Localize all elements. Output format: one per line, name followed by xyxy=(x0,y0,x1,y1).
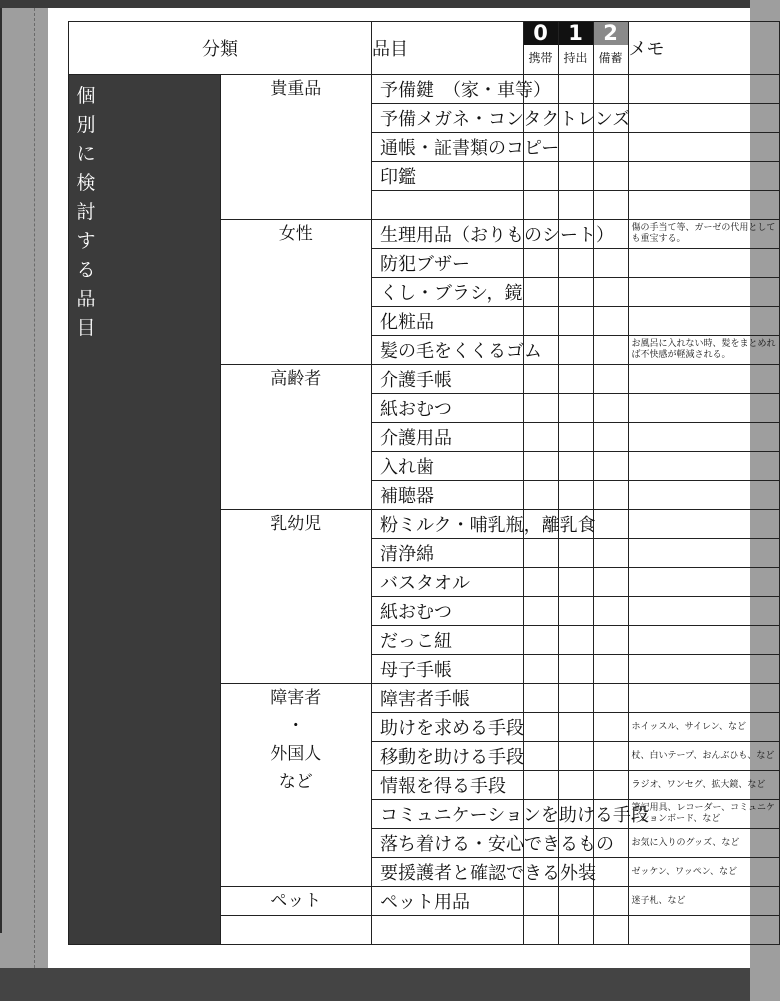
check-cell-1[interactable] xyxy=(558,423,593,452)
level-number: 0 xyxy=(523,21,559,45)
check-cell-2[interactable] xyxy=(593,365,628,394)
check-cell-0[interactable] xyxy=(523,365,558,394)
check-cell-1[interactable] xyxy=(558,249,593,278)
check-cell-1[interactable] xyxy=(558,365,593,394)
check-cell-0[interactable] xyxy=(523,684,558,713)
check-cell-2[interactable] xyxy=(593,887,628,916)
memo-cell xyxy=(628,133,780,162)
memo-cell: 杖、白いテープ、おんぶひも、など xyxy=(628,742,780,771)
item-name: ペット用品 xyxy=(372,887,524,916)
header-memo: メモ xyxy=(628,22,780,75)
check-cell-1[interactable] xyxy=(558,655,593,684)
vertical-char: 個 xyxy=(76,85,96,107)
memo-cell: ホイッスル、サイレン、など xyxy=(628,713,780,742)
check-cell-2[interactable] xyxy=(593,742,628,771)
memo-cell xyxy=(628,365,780,394)
item-name: 母子手帳 xyxy=(372,655,524,684)
category-line: など xyxy=(278,772,313,792)
header-level-2 xyxy=(593,22,628,75)
check-cell-2[interactable] xyxy=(593,626,628,655)
memo-cell xyxy=(628,104,780,133)
item-name: 助けを求める手段 xyxy=(372,713,524,742)
check-cell-1[interactable] xyxy=(558,481,593,510)
item-name: 補聴器 xyxy=(372,481,524,510)
check-cell-0[interactable] xyxy=(523,249,558,278)
table-row xyxy=(69,75,780,104)
checklist-table xyxy=(68,21,780,945)
memo-cell: お風呂に入れない時、髪をまとめれば不快感が軽減される。 xyxy=(628,336,780,365)
checklist-sheet xyxy=(48,8,776,968)
check-cell-1[interactable] xyxy=(558,133,593,162)
check-cell-0[interactable] xyxy=(523,568,558,597)
check-cell-1[interactable] xyxy=(558,336,593,365)
check-cell-2[interactable] xyxy=(593,133,628,162)
item-name: 介護手帳 xyxy=(372,365,524,394)
level-number: 2 xyxy=(593,21,629,45)
item-name: 粉ミルク・哺乳瓶，離乳食 xyxy=(372,510,524,539)
item-name: 紙おむつ xyxy=(372,597,524,626)
check-cell-1[interactable] xyxy=(558,916,593,945)
level-label: 持出 xyxy=(563,51,588,65)
header-item: 品目 xyxy=(372,22,524,75)
check-cell-2[interactable] xyxy=(593,307,628,336)
header-level-0 xyxy=(523,22,558,75)
check-cell-0[interactable] xyxy=(523,655,558,684)
memo-cell xyxy=(628,568,780,597)
memo-cell xyxy=(628,510,780,539)
memo-cell xyxy=(628,655,780,684)
check-cell-2[interactable] xyxy=(593,510,628,539)
item-name: 印鑑 xyxy=(372,162,524,191)
check-cell-2[interactable] xyxy=(593,162,628,191)
check-cell-0[interactable] xyxy=(523,742,558,771)
check-cell-0[interactable] xyxy=(523,423,558,452)
memo-cell xyxy=(628,191,780,220)
check-cell-0[interactable] xyxy=(523,307,558,336)
check-cell-2[interactable] xyxy=(593,75,628,104)
check-cell-1[interactable] xyxy=(558,742,593,771)
check-cell-2[interactable] xyxy=(593,481,628,510)
check-cell-2[interactable] xyxy=(593,539,628,568)
item-name: 介護用品 xyxy=(372,423,524,452)
category-line: ・ xyxy=(287,716,305,736)
check-cell-2[interactable] xyxy=(593,423,628,452)
item-name: だっこ紐 xyxy=(372,626,524,655)
level-number: 1 xyxy=(558,21,594,45)
check-cell-2[interactable] xyxy=(593,655,628,684)
category-line: 外国人 xyxy=(270,744,322,764)
item-name: 予備メガネ・コンタクトレンズ xyxy=(372,104,524,133)
check-cell-0[interactable] xyxy=(523,916,558,945)
check-cell-2[interactable] xyxy=(593,452,628,481)
check-cell-1[interactable] xyxy=(558,162,593,191)
check-cell-0[interactable] xyxy=(523,713,558,742)
memo-cell: 傷の手当て等、ガーゼの代用としても重宝する。 xyxy=(628,220,780,249)
check-cell-2[interactable] xyxy=(593,394,628,423)
check-cell-0[interactable] xyxy=(523,394,558,423)
memo-cell xyxy=(628,684,780,713)
item-name: 生理用品（おりものシート） xyxy=(372,220,524,249)
category-line: 障害者 xyxy=(270,688,322,708)
item-name: 髪の毛をくくるゴム xyxy=(372,336,524,365)
memo-cell xyxy=(628,452,780,481)
vertical-section-label xyxy=(69,75,221,945)
check-cell-2[interactable] xyxy=(593,713,628,742)
item-name: 情報を得る手段 xyxy=(372,771,524,800)
header-level-1 xyxy=(558,22,593,75)
memo-cell xyxy=(628,75,780,104)
check-cell-1[interactable] xyxy=(558,887,593,916)
check-cell-1[interactable] xyxy=(558,75,593,104)
check-cell-2[interactable] xyxy=(593,336,628,365)
top-edge xyxy=(0,0,750,8)
check-cell-1[interactable] xyxy=(558,307,593,336)
memo-cell xyxy=(628,597,780,626)
check-cell-0[interactable] xyxy=(523,539,558,568)
memo-cell: ゼッケン、ワッペン、など xyxy=(628,858,780,887)
page-left-edge xyxy=(0,8,2,933)
item-name: 入れ歯 xyxy=(372,452,524,481)
item-name[interactable] xyxy=(372,191,524,220)
vertical-char: 討 xyxy=(76,201,96,223)
check-cell-1[interactable] xyxy=(558,771,593,800)
header-row xyxy=(69,22,780,75)
vertical-char: 別 xyxy=(76,114,96,136)
vertical-char: る xyxy=(76,259,96,281)
category-disabled-foreigners xyxy=(220,684,372,887)
memo-cell xyxy=(628,539,780,568)
check-cell-2[interactable] xyxy=(593,568,628,597)
memo-cell xyxy=(628,481,780,510)
category-pets: ペット xyxy=(220,887,372,916)
check-cell-1[interactable] xyxy=(558,713,593,742)
memo-cell xyxy=(628,307,780,336)
item-name: 防犯ブザー xyxy=(372,249,524,278)
check-cell-1[interactable] xyxy=(558,626,593,655)
check-cell-0[interactable] xyxy=(523,278,558,307)
check-cell-2[interactable] xyxy=(593,771,628,800)
item-name: 移動を助ける手段 xyxy=(372,742,524,771)
vertical-char: 品 xyxy=(76,288,96,310)
check-cell-2[interactable] xyxy=(593,191,628,220)
memo-cell: 筆記用具、レコーダー、コミュニケーションボード、など xyxy=(628,800,780,829)
memo-cell xyxy=(628,626,780,655)
vertical-char: 検 xyxy=(76,172,96,194)
item-name: くし・ブラシ，鏡 xyxy=(372,278,524,307)
check-cell-1[interactable] xyxy=(558,452,593,481)
vertical-char: す xyxy=(76,230,96,252)
check-cell-2[interactable] xyxy=(593,278,628,307)
check-cell-2[interactable] xyxy=(593,684,628,713)
memo-cell xyxy=(628,249,780,278)
level-label: 携帯 xyxy=(528,51,553,65)
category-elderly: 高齢者 xyxy=(220,365,372,510)
item-name: 予備鍵 （家・車等） xyxy=(372,75,524,104)
check-cell-0[interactable] xyxy=(523,162,558,191)
level-label: 備蓄 xyxy=(598,51,623,65)
category-women: 女性 xyxy=(220,220,372,365)
check-cell-1[interactable] xyxy=(558,568,593,597)
check-cell-0[interactable] xyxy=(523,771,558,800)
header-category: 分類 xyxy=(69,22,372,75)
item-name: コミュニケーションを助ける手段 xyxy=(372,800,524,829)
check-cell-0[interactable] xyxy=(523,887,558,916)
check-cell-1[interactable] xyxy=(558,597,593,626)
check-cell-1[interactable] xyxy=(558,278,593,307)
item-name: 紙おむつ xyxy=(372,394,524,423)
item-name: 清浄綿 xyxy=(372,539,524,568)
item-name: 要援護者と確認できる外装 xyxy=(372,858,524,887)
check-cell-1[interactable] xyxy=(558,191,593,220)
vertical-char: に xyxy=(76,143,96,165)
category-blank xyxy=(220,916,372,945)
item-name: バスタオル xyxy=(372,568,524,597)
memo-cell: お気に入りのグッズ、など xyxy=(628,829,780,858)
memo-cell xyxy=(628,278,780,307)
check-cell-1[interactable] xyxy=(558,394,593,423)
check-cell-0[interactable] xyxy=(523,191,558,220)
check-cell-1[interactable] xyxy=(558,684,593,713)
vertical-char: 目 xyxy=(76,317,96,339)
memo-cell: ラジオ、ワンセグ、拡大鏡、など xyxy=(628,771,780,800)
memo-cell: 迷子札、など xyxy=(628,887,780,916)
check-cell-0[interactable] xyxy=(523,481,558,510)
item-name: 化粧品 xyxy=(372,307,524,336)
item-name: 落ち着ける・安心できるもの xyxy=(372,829,524,858)
fold-line xyxy=(34,8,35,968)
check-cell-0[interactable] xyxy=(523,452,558,481)
memo-cell xyxy=(628,394,780,423)
category-infants: 乳幼児 xyxy=(220,510,372,684)
check-cell-2[interactable] xyxy=(593,858,628,887)
item-name[interactable] xyxy=(372,916,524,945)
memo-cell xyxy=(628,162,780,191)
item-name: 障害者手帳 xyxy=(372,684,524,713)
bottom-edge xyxy=(0,968,750,1001)
memo-cell xyxy=(628,423,780,452)
check-cell-1[interactable] xyxy=(558,539,593,568)
check-cell-2[interactable] xyxy=(593,916,628,945)
item-name: 通帳・証書類のコピー xyxy=(372,133,524,162)
check-cell-0[interactable] xyxy=(523,597,558,626)
check-cell-0[interactable] xyxy=(523,626,558,655)
category-valuables: 貴重品 xyxy=(220,75,372,220)
check-cell-2[interactable] xyxy=(593,597,628,626)
memo-cell xyxy=(628,916,780,945)
check-cell-2[interactable] xyxy=(593,249,628,278)
